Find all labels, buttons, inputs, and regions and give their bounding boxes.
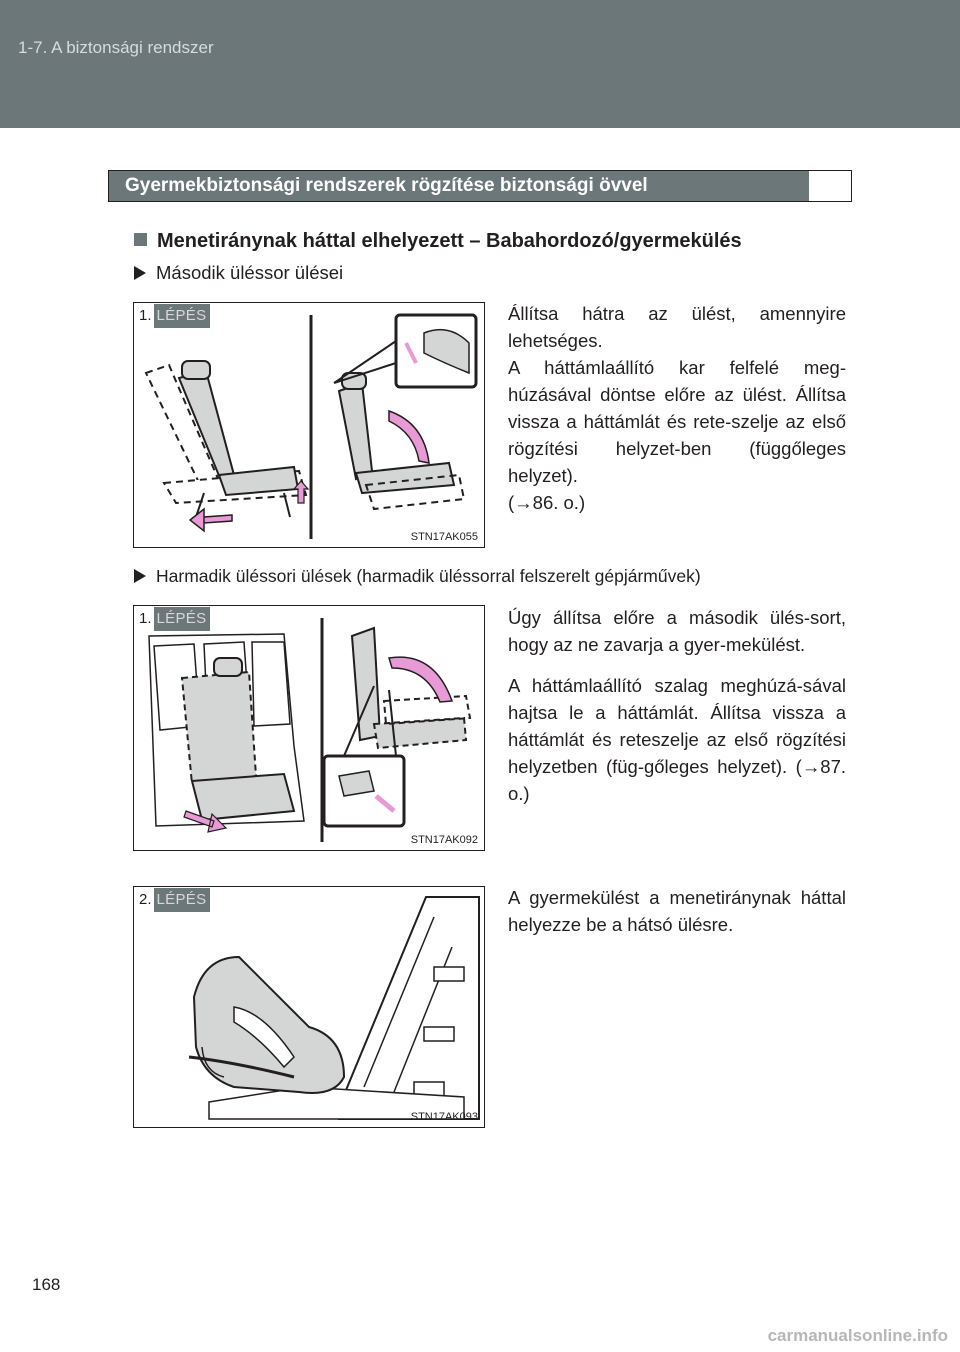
step-label: LÉPÉS	[154, 304, 211, 328]
section-heading-box	[108, 170, 852, 202]
step1b-paragraph-a: Úgy állítsa előre a második ülés-sort, hogy az ne zavarja a gyer-mekülést.	[508, 607, 846, 655]
figure-code: STN17AK092	[410, 834, 478, 846]
step-label: LÉPÉS	[154, 888, 211, 912]
step2-text	[508, 884, 846, 938]
bullet-text: Második üléssor ülései	[156, 262, 344, 283]
figure-step1-second-row	[133, 302, 485, 548]
subheading	[134, 230, 742, 253]
step-badge	[135, 607, 210, 631]
header-band	[0, 0, 960, 128]
step-badge	[135, 304, 210, 328]
step-label: LÉPÉS	[154, 607, 211, 631]
figure-step2	[133, 886, 485, 1128]
step-number: 2.	[135, 888, 154, 912]
step1-text	[508, 300, 846, 516]
triangle-bullet-icon	[134, 569, 146, 583]
figure-code: STN17AK055	[410, 531, 478, 543]
bullet-text: Harmadik üléssori ülések (harmadik üléssorral felszerelt gépjárművek)	[156, 566, 701, 586]
bullet-third-row	[134, 566, 701, 587]
section-heading: Gyermekbiztonsági rendszerek rögzítése biztonsági övvel	[125, 175, 648, 196]
subheading-text: Menetiránynak háttal elhelyezett – Babahordozó/gyermekülés	[157, 230, 742, 252]
section-title: 1-7. A biztonsági rendszer	[18, 38, 214, 57]
step-badge	[135, 888, 210, 912]
page-number: 168	[32, 1275, 61, 1294]
child-seat-illustration	[134, 887, 484, 1127]
step1-reference: (→86. o.)	[508, 492, 586, 513]
figure-code: STN17AK093	[410, 1111, 478, 1123]
seat-illustration	[134, 606, 484, 850]
watermark: carmanualsonline.info	[767, 1326, 948, 1345]
figure-step1-third-row	[133, 605, 485, 851]
step1-paragraph-b: A háttámlaállító kar felfelé meg-húzásával döntse előre az ülést. Állítsa vissza a háttámlát és rete-szelje az első rögzítési helyzet-ben (függőleges helyzet).	[508, 357, 846, 486]
step1b-text	[508, 604, 846, 807]
step1-paragraph-a: Állítsa hátra az ülést, amennyire lehetséges.	[508, 303, 846, 351]
step1b-paragraph-b: A háttámlaállító szalag meghúzá-sával hajtsa le a háttámlát. Állítsa vissza a háttámlát és reteszelje az első rögzítési helyzetben (füg-gőleges helyzet). (→87. o.)	[508, 675, 846, 804]
triangle-bullet-icon	[134, 266, 146, 280]
step-number: 1.	[135, 304, 154, 328]
step-number: 1.	[135, 607, 154, 631]
bullet-second-row	[134, 262, 343, 284]
step2-paragraph: A gyermekülést a menetiránynak háttal helyezze be a hátsó ülésre.	[508, 887, 846, 935]
square-bullet-icon	[134, 233, 147, 246]
seat-illustration	[134, 303, 484, 547]
